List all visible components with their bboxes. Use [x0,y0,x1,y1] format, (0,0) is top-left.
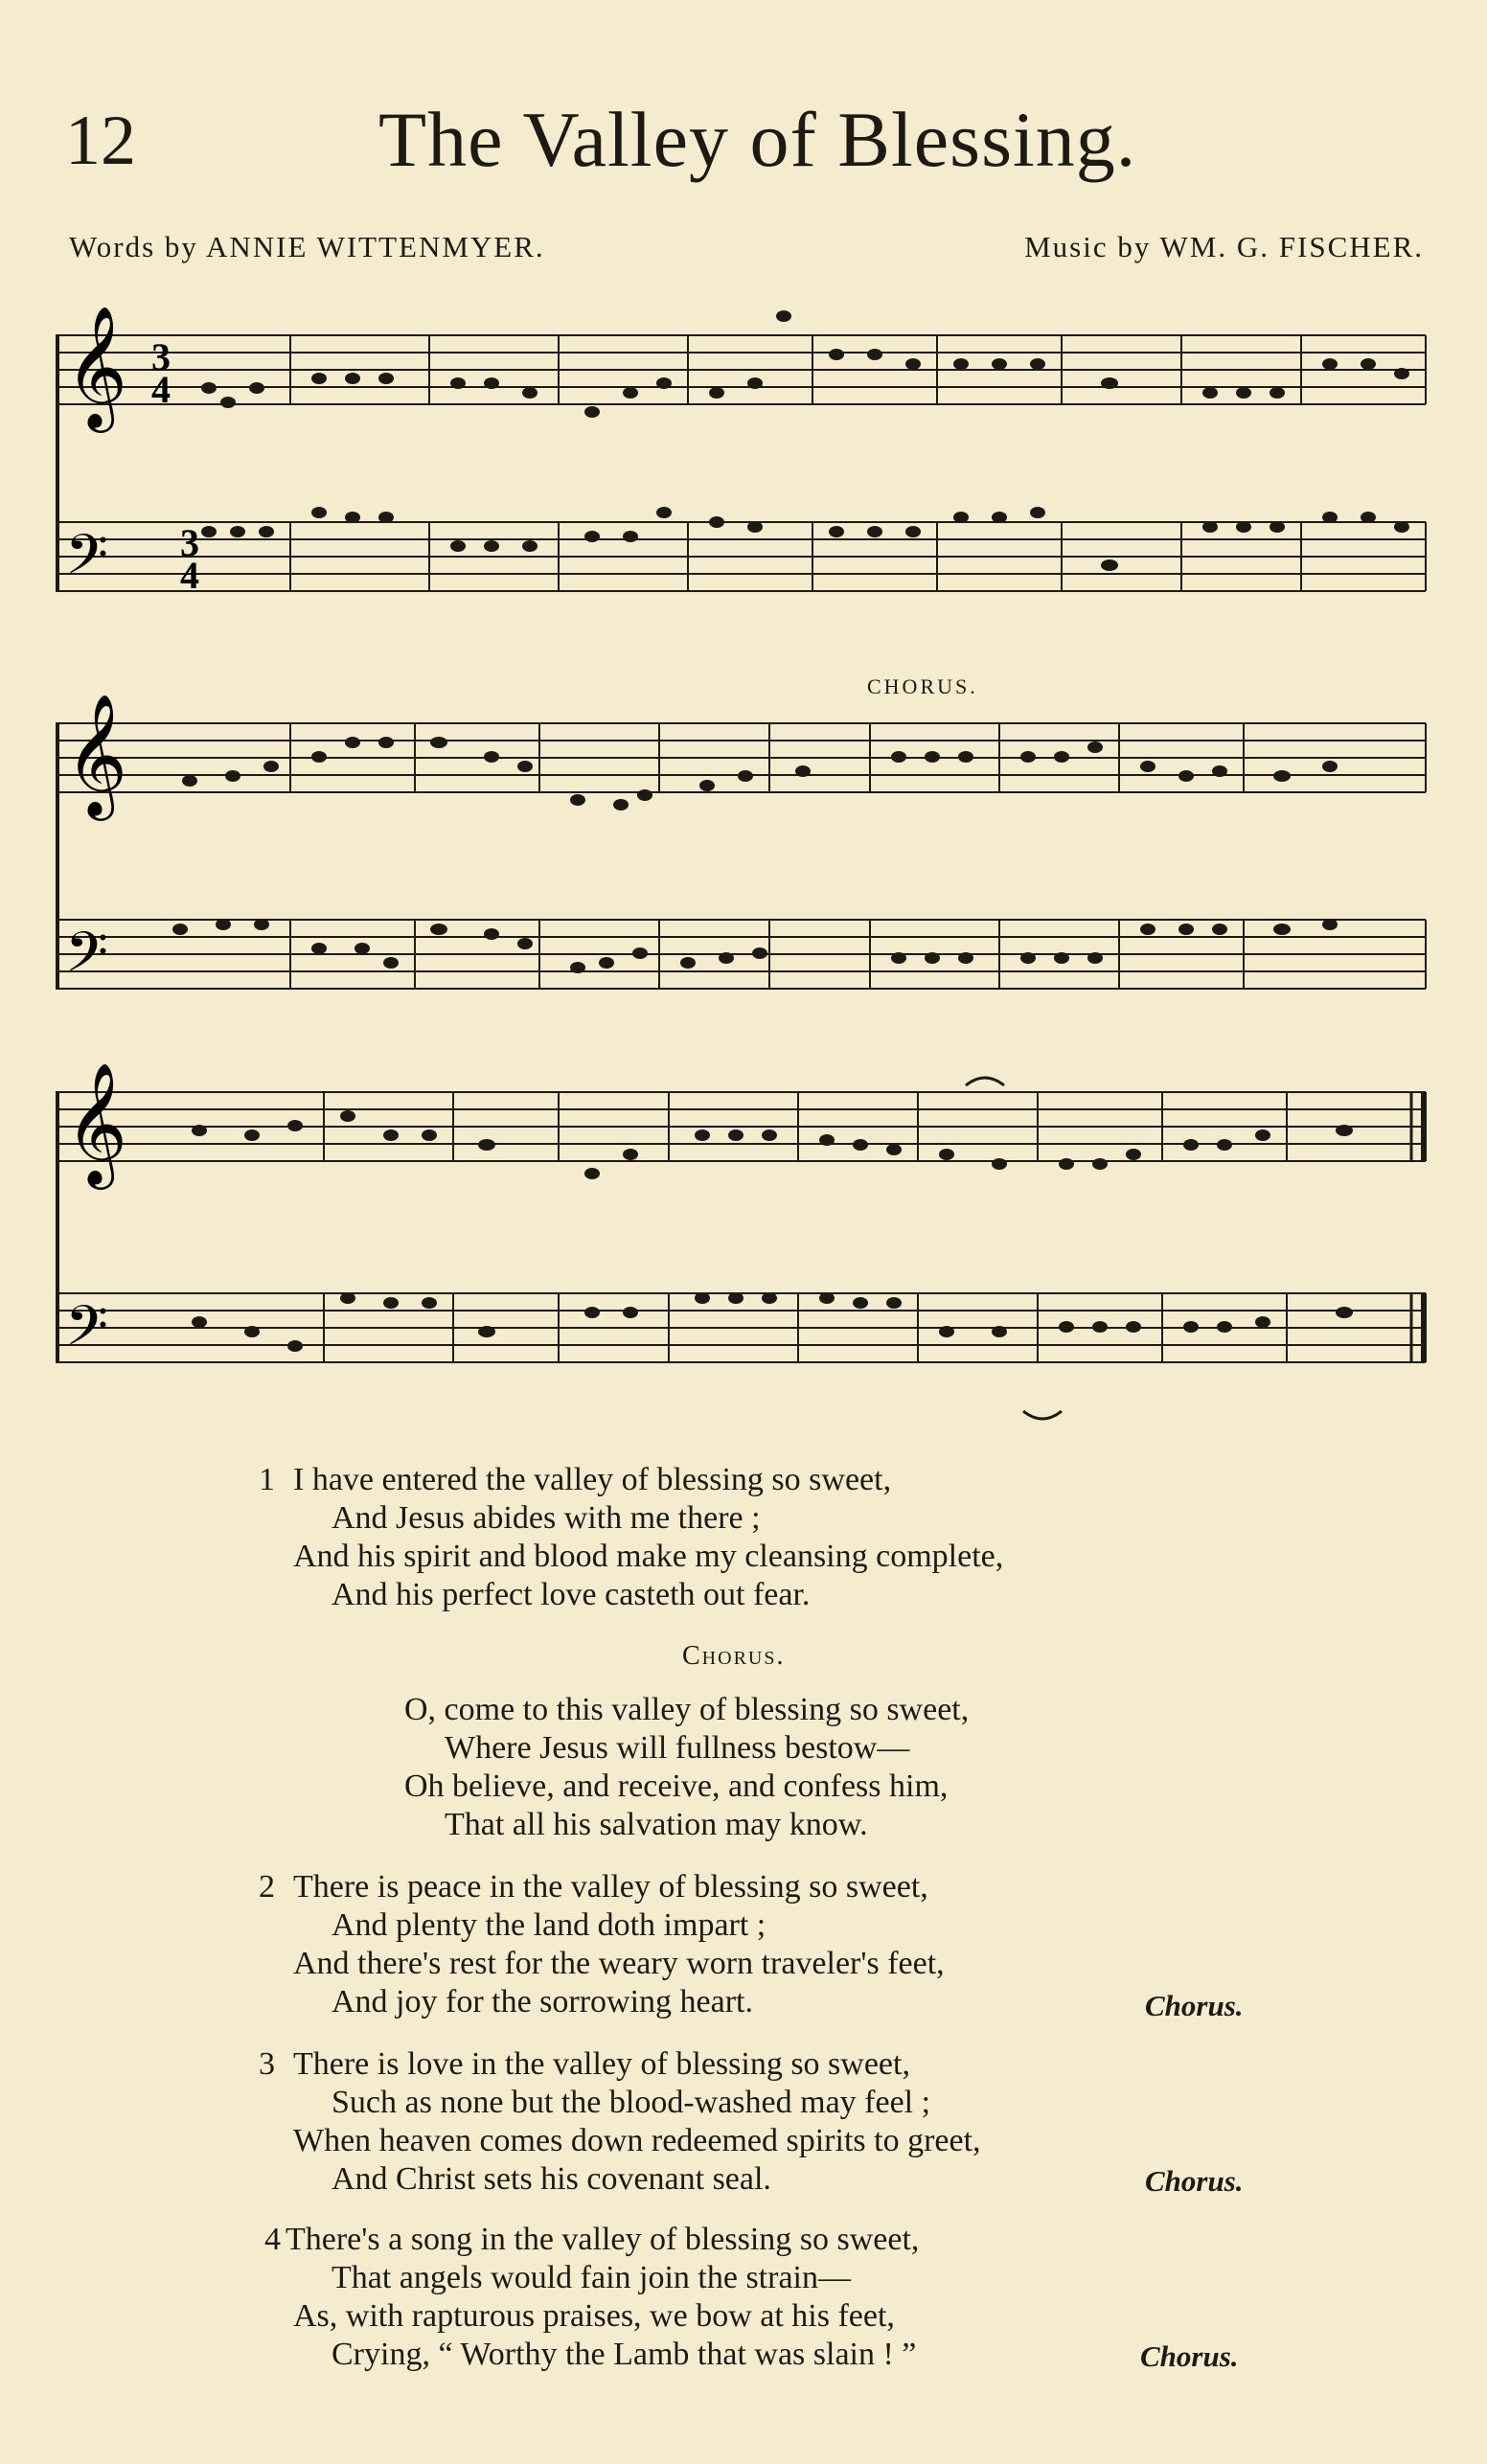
svg-text:3: 3 [151,335,171,378]
score-system-1-svg [56,307,1428,642]
stanza-line: As, with rapturous praises, we bow at his feet, [293,2298,895,2334]
chorus-block [404,1691,969,1844]
stanza-number: 1 [259,1462,275,1497]
music-credit: Music by WM. G. FISCHER. [1024,230,1424,263]
chorus-line: Where Jesus will fullness bestow— [445,1730,910,1766]
treble-staff [56,335,1426,404]
stanza-number: 3 [259,2046,275,2082]
chorus-line: Oh believe, and receive, and confess him, [404,1768,949,1804]
stanza-line: That angels would fain join the strain— [332,2260,851,2295]
stanza-number: 2 [259,1869,275,1905]
chorus-ref: Chorus. [1140,2339,1239,2373]
score-system-2-svg [56,690,1428,1054]
notes [201,310,1409,571]
score-system-3 [56,1059,1428,1432]
chorus-heading: Chorus. [682,1641,786,1671]
stanza-line: And joy for the sorrowing heart. [332,1984,754,2019]
svg-text:𝄞: 𝄞 [65,693,128,815]
chorus-ref: Chorus. [1145,2164,1244,2198]
stanza-line: Crying, “ Worthy the Lamb that was slain ! ” [332,2337,917,2372]
stanza-line: When heaven comes down redeemed spirits to greet, [293,2123,981,2158]
hymn-title: The Valley of Blessing. [378,96,1137,183]
words-credit: Words by ANNIE WITTENMYER. [69,230,545,263]
stanza-line: And his spirit and blood make my cleansing complete, [293,1539,1004,1574]
stanza-line: And Christ sets his covenant seal. [332,2161,771,2197]
stanza-line: And plenty the land doth impart ; [332,1907,766,1943]
stanza-line: And there's rest for the weary worn traveler's feet, [293,1946,945,1981]
svg-text:𝄢: 𝄢 [65,920,109,998]
stanza-line: And Jesus abides with me there ; [332,1500,761,1536]
svg-text:4: 4 [180,554,199,597]
svg-text:3: 3 [180,521,199,564]
stanza-line: 1 I have entered the valley of blessing so sweet, [259,1462,892,1497]
stanza-line: Such as none but the blood-washed may feel ; [332,2085,931,2120]
svg-text:𝄢: 𝄢 [65,1293,109,1372]
stanza-line: 3 There is love in the valley of blessing so sweet, [259,2046,910,2082]
stanza-4 [264,2221,919,2374]
chorus-line: That all his salvation may know. [445,1807,868,1842]
svg-text:𝄢: 𝄢 [65,522,109,601]
chorus-label: CHORUS. [867,674,978,698]
stanza-line: 2 There is peace in the valley of blessing so sweet, [259,1869,928,1905]
score-system-2 [56,690,1428,1054]
score-system-3-svg [56,1059,1428,1432]
barlines [290,335,1426,591]
page-number: 12 [65,102,136,180]
stanza-2 [259,1868,945,2021]
score-system-1 [56,307,1428,642]
chorus-ref: Chorus. [1145,1989,1244,2022]
svg-text:𝄞: 𝄞 [65,307,128,427]
stanza-number: 4 [264,2222,281,2257]
svg-text:𝄞: 𝄞 [65,1061,128,1184]
stanza-3 [259,2045,981,2199]
stanza-1 [259,1461,1003,1614]
stanza-line: And his perfect love casteth out fear. [332,1577,811,1612]
svg-text:4: 4 [151,368,171,411]
stanza-line: 4 There's a song in the valley of blessing so sweet, [264,2222,920,2257]
chorus-line: O, come to this valley of blessing so sweet, [404,1692,970,1727]
